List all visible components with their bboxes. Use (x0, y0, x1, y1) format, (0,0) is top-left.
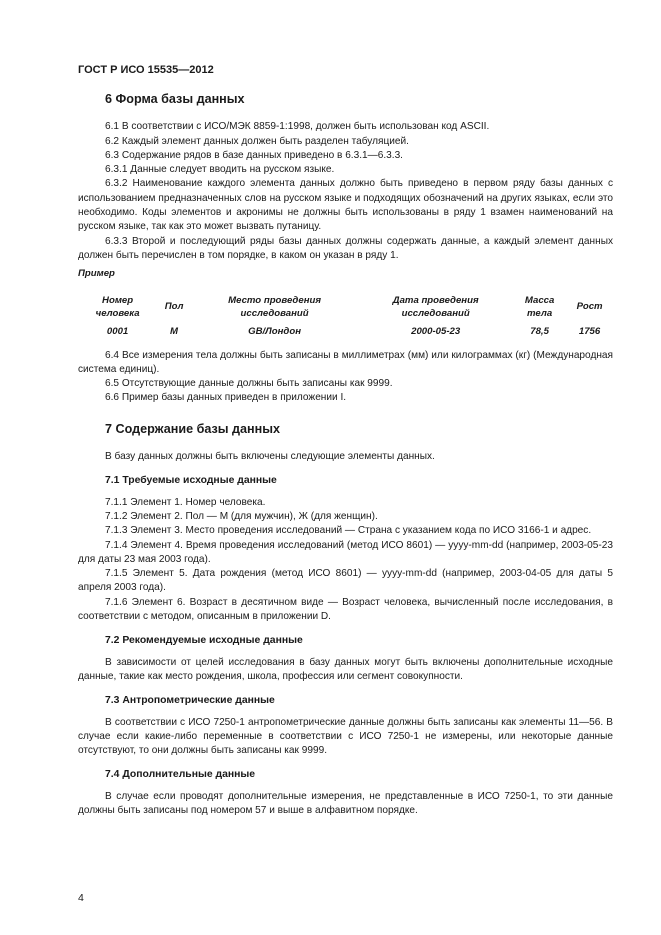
paragraph-6-6: 6.6 Пример базы данных приведен в приложении I. (105, 392, 347, 404)
paragraph-6-4: 6.4 Все измерения тела должны быть записаны в миллиметрах (мм) или килограммах (кг) (Международная система единиц). (78, 349, 613, 375)
section-7-2-heading: 7.2 Рекомендуемые исходные данные (105, 635, 303, 647)
table-row (78, 323, 613, 349)
paragraph-7-1-1: 7.1.1 Элемент 1. Номер человека. (105, 496, 266, 508)
document-header: ГОСТ Р ИСО 15535—2012 (78, 64, 214, 76)
page-content (78, 92, 613, 818)
paragraph-6-1: 6.1 В соответствии с ИСО/МЭК 8859-1:1998, должен быть использован код ASCII. (105, 121, 490, 133)
paragraph-6-3-1: 6.3.1 Данные следует вводить на русском языке. (105, 164, 335, 176)
table-cell: 0001 (106, 325, 129, 337)
paragraph-7-1-6: 7.1.6 Элемент 6. Возраст в десятичном виде — Возраст человека, вычисленный после исследования, в соответствии с методом, описанным в приложении D. (78, 596, 613, 623)
table-cell: М (170, 325, 179, 337)
column-header-height: Рост (576, 301, 603, 313)
paragraph-7-2: В зависимости от целей исследования в базу данных могут быть включены дополнительные исходные данные, такие как место рождения, школа, профессия или сегмент совокупности. (78, 656, 613, 682)
paragraph-7-1-4: 7.1.4 Элемент 4. Время проведения исследований (метод ИСО 8601) — yyyy-mm-dd (например, 2003-05-23 для даты 23 мая 2003 года). (78, 539, 613, 565)
column-header-sex: Пол (164, 301, 184, 313)
section-7-heading: 7 Содержание базы данных (105, 421, 281, 436)
example-table (78, 293, 613, 349)
table-cell: 78,5 (530, 325, 549, 337)
column-header-date: Дата проведения исследований (392, 295, 479, 319)
column-header-mass: Масса тела (524, 295, 555, 319)
section-7-4-heading: 7.4 Дополнительные данные (105, 769, 256, 781)
paragraph-7-4: В случае если проводят дополнительные измерения, не представленные в ИСО 7250-1, то эти данные должны быть записаны под номером 57 и выше в алфавитном порядке. (78, 790, 613, 816)
section-7-intro: В базу данных должны быть включены следующие элементы данных. (105, 451, 435, 463)
column-header-place: Место проведения исследований (228, 295, 321, 319)
example-label: Пример (78, 268, 115, 280)
paragraph-6-5: 6.5 Отсутствующие данные должны быть записаны как 9999. (105, 378, 393, 390)
paragraph-7-1-3: 7.1.3 Элемент 3. Место проведения исследований — Страна с указанием кода по ИСО 3166-1 и адрес. (105, 525, 592, 537)
paragraph-7-3: В соответствии с ИСО 7250-1 антропометрические данные должны быть записаны как элементы 11—56. В случае если какие-либо переменные в соответствии с ИСО 7250-1 не измерены, или некоторые данные отсутствуют, то они должны быть записаны как 9999. (78, 716, 613, 757)
table-cell: 1756 (578, 325, 601, 337)
section-6-heading: 6 Форма базы данных (105, 92, 245, 106)
section-7-3-heading: 7.3 Антропометрические данные (105, 695, 275, 707)
table-cell: 2000-05-23 (411, 325, 461, 337)
paragraph-6-2: 6.2 Каждый элемент данных должен быть разделен табуляцией. (105, 135, 409, 147)
paragraph-6-3: 6.3 Содержание рядов в базе данных приведено в 6.3.1—6.3.3. (105, 149, 403, 161)
paragraph-7-1-5: 7.1.5 Элемент 5. Дата рождения (метод ИСО 8601) — yyyy-mm-dd (например, 2003-04-05 для даты 5 апреля 2003 года). (78, 568, 613, 594)
column-header-person-number: Номер человека (95, 295, 140, 319)
table-header-row (78, 293, 613, 323)
paragraph-6-3-2: 6.3.2 Наименование каждого элемента данных должно быть приведено в первом ряду базы данных с использованием предназначенных слов на русском языке и подходящих обозначений на других языках, если это необходимо. Коды элементов и акронимы не должны быть использованы в ряду 1 взамен наименований на русском языке, так как это может вызвать путаницу. (78, 178, 613, 233)
section-7-1-heading: 7.1 Требуемые исходные данные (105, 475, 277, 487)
page-number: 4 (78, 892, 84, 904)
table-cell: GB/Лондон (248, 325, 302, 337)
paragraph-7-1-2: 7.1.2 Элемент 2. Пол — М (для мужчин), Ж (для женщин). (105, 510, 378, 522)
paragraph-6-3-3: 6.3.3 Второй и последующий ряды базы данных должны содержать данные, а каждый элемент данных должен быть перечислен в том порядке, в каком он указан в ряду 1. (78, 235, 613, 261)
